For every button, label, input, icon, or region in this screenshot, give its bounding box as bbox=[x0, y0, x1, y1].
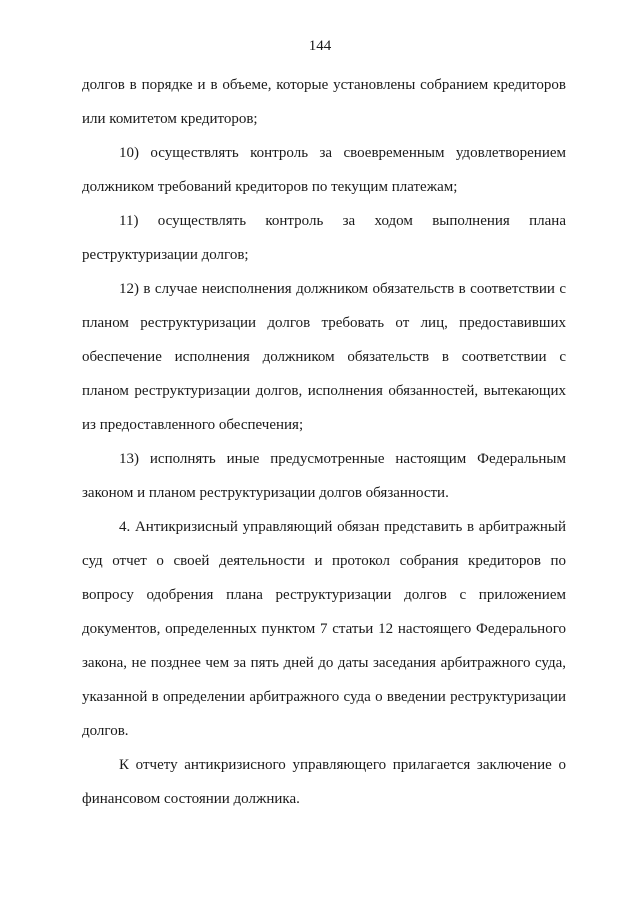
text-line: долгов в порядке и в объеме, которые установлены собранием кредиторов bbox=[82, 77, 566, 93]
text-line: должником требований кредиторов по текущим платежам; bbox=[82, 179, 458, 195]
text-line: реструктуризации долгов; bbox=[82, 247, 249, 263]
text-line: долгов. bbox=[82, 723, 129, 739]
text-line: 10) осуществлять контроль за своевременным удовлетворением bbox=[119, 145, 566, 161]
page-number: 144 bbox=[308, 38, 332, 54]
text-line: планом реструктуризации долгов требовать от лиц, предоставивших bbox=[82, 315, 566, 331]
text-line: К отчету антикризисного управляющего прилагается заключение о bbox=[119, 757, 566, 773]
text-line: указанной в определении арбитражного суда о введении реструктуризации bbox=[82, 689, 566, 705]
document-body bbox=[82, 68, 566, 816]
text-line: 13) исполнять иные предусмотренные настоящим Федеральным bbox=[119, 451, 566, 467]
text-line: 4. Антикризисный управляющий обязан представить в арбитражный bbox=[119, 519, 566, 535]
text-line: 11) осуществлять контроль за ходом выполнения плана bbox=[119, 213, 566, 229]
text-line: закона, не позднее чем за пять дней до даты заседания арбитражного суда, bbox=[82, 655, 566, 671]
text-line: финансовом состоянии должника. bbox=[82, 791, 300, 807]
text-line: суд отчет о своей деятельности и протокол собрания кредиторов по bbox=[82, 553, 566, 569]
text-line: или комитетом кредиторов; bbox=[82, 111, 258, 127]
text-line: планом реструктуризации долгов, исполнения обязанностей, вытекающих bbox=[82, 383, 566, 399]
text-line: обеспечение исполнения должником обязательств в соответствии с bbox=[82, 349, 566, 365]
text-line: вопросу одобрения плана реструктуризации долгов с приложением bbox=[82, 587, 566, 603]
text-line: законом и планом реструктуризации долгов обязанности. bbox=[82, 485, 449, 501]
text-line: документов, определенных пунктом 7 статьи 12 настоящего Федерального bbox=[82, 621, 566, 637]
text-line: 12) в случае неисполнения должником обязательств в соответствии с bbox=[119, 281, 566, 297]
text-line: из предоставленного обеспечения; bbox=[82, 417, 304, 433]
